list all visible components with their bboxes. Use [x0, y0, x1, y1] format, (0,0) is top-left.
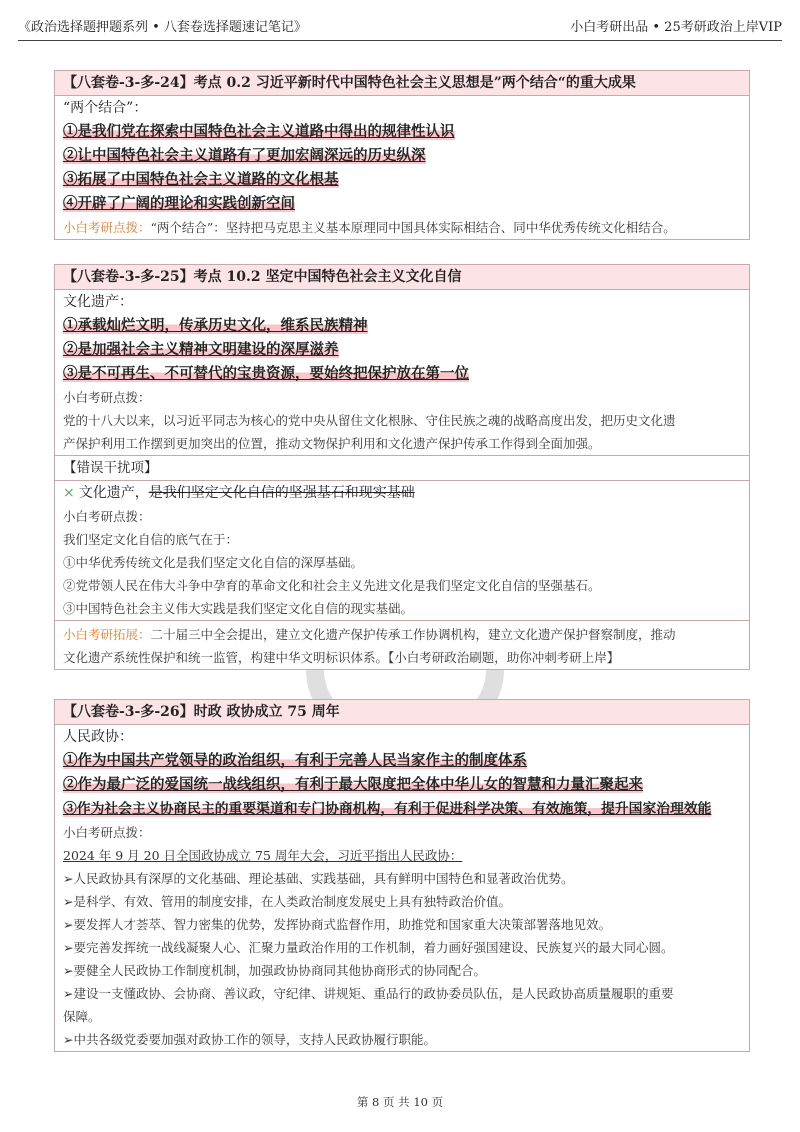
point-text: ①承载灿烂文明，传承历史文化，维系民族精神 — [63, 317, 368, 334]
tip-label: 小白考研点拨： — [63, 390, 151, 405]
tip-text-line: ②党带领人民在伟大斗争中孕育的革命文化和社会主义先进文化是我们坚定文化自信的坚强基石。 — [63, 578, 601, 593]
point-item — [55, 120, 749, 144]
card-intro: 文化遗产： — [63, 294, 133, 310]
card-item-26 — [54, 699, 750, 1052]
tip-text-line: 产保护利用工作摆到更加突出的位置，推动文物保护利用和文化遗产保护传承工作得到全面加强。 — [63, 436, 601, 451]
tip-intro: 2024 年 9 月 20 日全国政协成立 75 周年大会，习近平指出人民政协： — [63, 848, 463, 863]
error-prefix: 文化遗产， — [78, 485, 149, 501]
tip-text-line: 我们坚定文化自信的底气在于： — [63, 532, 239, 547]
wrong-mark-icon: × — [63, 485, 75, 501]
card-title: 【八套卷-3-多-24】考点 0.2 习近平新时代中国特色社会主义思想是”两个结合“的重大成果 — [55, 71, 749, 96]
bullet-item: ➢建设一支懂政协、会协商、善议政，守纪律、讲规矩、重品行的政协委员队伍，是人民政协高质量履职的重要 — [63, 986, 674, 1001]
tip-note — [55, 216, 749, 239]
tip-label: 小白考研点拨： — [63, 825, 151, 840]
page-footer: 第 8 页 共 10 页 — [356, 1095, 444, 1109]
point-text: ①作为中国共产党领导的政治组织，有利于完善人民当家作主的制度体系 — [63, 752, 527, 769]
card-item-24 — [54, 70, 750, 240]
point-item — [55, 362, 749, 386]
point-text: ②让中国特色社会主义道路有了更加宏阔深远的历史纵深 — [63, 147, 426, 164]
tip-label: 小白考研点拨： — [63, 509, 151, 524]
point-item — [55, 144, 749, 168]
point-item — [55, 773, 749, 797]
point-item — [55, 749, 749, 773]
error-struck-text: 是我们坚定文化自信的坚强基石和现实基础 — [148, 485, 415, 501]
bullet-item: ➢要完善发挥统一战线凝聚人心、汇聚力量政治作用的工作机制，着力画好强国建设、民族复兴的最大同心圆。 — [63, 940, 674, 955]
card-intro: 人民政协： — [63, 729, 133, 745]
point-text: ④开辟了广阔的理论和实践创新空间 — [63, 195, 295, 212]
point-item — [55, 797, 749, 821]
error-option — [55, 481, 749, 505]
card-item-25 — [54, 264, 750, 670]
bullet-item: ➢中共各级党委要加强对政协工作的领导，支持人民政协履行职能。 — [63, 1032, 436, 1047]
card-title: 【八套卷-3-多-25】考点 10.2 坚定中国特色社会主义文化自信 — [55, 265, 749, 290]
card-title: 【八套卷-3-多-26】时政 政协成立 75 周年 — [55, 700, 749, 725]
extension-text-line: 文化遗产系统性保护和统一监管，构建中华文明标识体系。【小白考研政治刷题，助你冲刺考研上岸】 — [63, 650, 620, 665]
tip-label: 小白考研点拨： — [63, 220, 151, 235]
point-text: ③拓展了中国特色社会主义道路的文化根基 — [63, 171, 339, 188]
point-text: ③作为社会主义协商民主的重要渠道和专门协商机构，有利于促进科学决策、有效施策，提升国家治理效能 — [63, 801, 712, 817]
bullet-item: ➢是科学、有效、管用的制度安排，在人类政治制度发展史上具有独特政治价值。 — [63, 894, 511, 909]
header-rule — [18, 40, 782, 41]
tip-text-line: ③中国特色社会主义伟大实践是我们坚定文化自信的现实基础。 — [63, 601, 414, 616]
bullet-item-continued: 保障。 — [63, 1009, 101, 1024]
tip-text-line: ①中华优秀传统文化是我们坚定文化自信的深厚基础。 — [63, 555, 364, 570]
bullet-item: ➢要发挥人才荟萃、智力密集的优势，发挥协商式监督作用，助推党和国家重大决策部署落地见效。 — [63, 917, 611, 932]
extension-label: 小白考研拓展： — [63, 627, 151, 642]
extension-note — [55, 621, 749, 646]
header-right-title: 小白考研出品 • 25考研政治上岸VIP — [570, 19, 782, 35]
error-option-header: 【错误干扰项】 — [55, 455, 749, 481]
point-text: ③是不可再生、不可替代的宝贵资源，要始终把保护放在第一位 — [63, 365, 469, 382]
tip-text: “两个结合”：坚持把马克思主义基本原理同中国具体实际相结合、同中华优秀传统文化相结合。 — [150, 220, 676, 235]
extension-text: 二十届三中全会提出，建立文化遗产保护传承工作协调机构，建立文化遗产保护督察制度，推动 — [150, 627, 676, 642]
bullet-item: ➢要健全人民政协工作制度机制，加强政协协商同其他协商形式的协同配合。 — [63, 963, 486, 978]
point-item — [55, 314, 749, 338]
point-item — [55, 338, 749, 362]
point-text: ②是加强社会主义精神文明建设的深厚滋养 — [63, 341, 339, 358]
point-item — [55, 192, 749, 216]
card-intro: “两个结合”： — [63, 100, 148, 116]
point-item — [55, 168, 749, 192]
page-header — [18, 14, 782, 36]
point-text: ①是我们党在探索中国特色社会主义道路中得出的规律性认识 — [63, 123, 455, 140]
tip-text-line: 党的十八大以来，以习近平同志为核心的党中央从留住文化根脉、守住民族之魂的战略高度出发，把历史文化遗 — [63, 413, 676, 428]
header-left-title: 《政治选择题押题系列 • 八套卷选择题速记笔记》 — [18, 19, 307, 35]
bullet-item: ➢人民政协具有深厚的文化基础、理论基础、实践基础，具有鲜明中国特色和显著政治优势。 — [63, 871, 574, 886]
point-text: ②作为最广泛的爱国统一战线组织，有利于最大限度把全体中华儿女的智慧和力量汇聚起来 — [63, 776, 643, 793]
